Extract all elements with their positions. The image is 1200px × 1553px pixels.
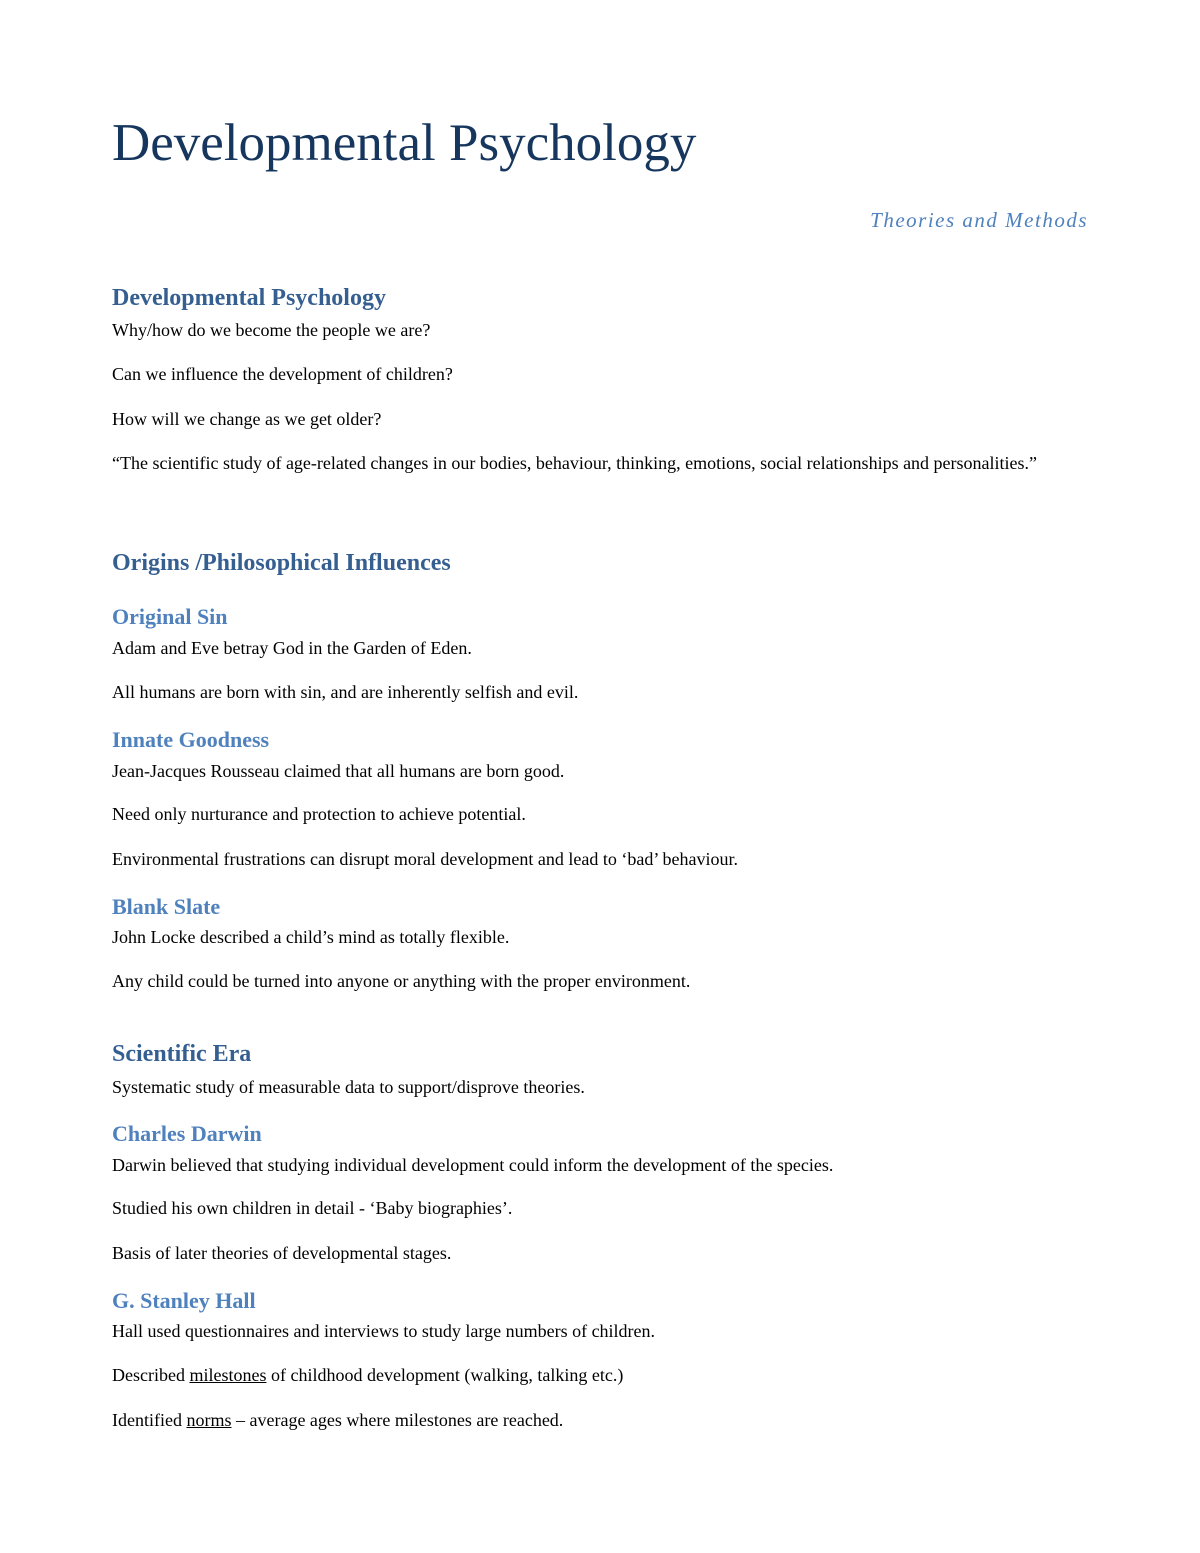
document-subtitle: Theories and Methods xyxy=(870,208,1088,232)
paragraph: Why/how do we become the people we are? xyxy=(112,320,431,340)
text-run: – average ages where milestones are reached. xyxy=(231,1410,564,1430)
heading-blank-slate: Blank Slate xyxy=(112,894,221,919)
underlined-term-norms: norms xyxy=(186,1410,232,1430)
paragraph: All humans are born with sin, and are inherently selfish and evil. xyxy=(112,682,579,702)
heading-scientific-era: Scientific Era xyxy=(112,1041,252,1067)
paragraph: Basis of later theories of developmental stages. xyxy=(112,1243,452,1263)
heading-g-stanley-hall: G. Stanley Hall xyxy=(112,1288,256,1313)
paragraph: John Locke described a child’s mind as totally flexible. xyxy=(112,927,510,947)
document-title: Developmental Psychology xyxy=(112,114,697,172)
paragraph: Hall used questionnaires and interviews to study large numbers of children. xyxy=(112,1321,656,1341)
paragraph: Adam and Eve betray God in the Garden of Eden. xyxy=(112,638,472,658)
paragraph: Need only nurturance and protection to achieve potential. xyxy=(112,804,526,824)
text-run: Identified xyxy=(112,1410,187,1430)
paragraph xyxy=(112,1408,1088,1433)
heading-origins: Origins /Philosophical Influences xyxy=(112,550,451,576)
text-run: Described xyxy=(112,1365,190,1385)
paragraph: Environmental frustrations can disrupt moral development and lead to ‘bad’ behaviour. xyxy=(112,849,738,869)
paragraph: Jean-Jacques Rousseau claimed that all humans are born good. xyxy=(112,761,565,781)
heading-charles-darwin: Charles Darwin xyxy=(112,1121,262,1146)
paragraph xyxy=(112,1363,1088,1388)
definition-quote: “The scientific study of age-related changes in our bodies, behaviour, thinking, emotions, social relationships and personalities.” xyxy=(112,453,1038,473)
paragraph: Darwin believed that studying individual development could inform the development of the species. xyxy=(112,1155,834,1175)
paragraph: Can we influence the development of children? xyxy=(112,364,453,384)
paragraph: Any child could be turned into anyone or anything with the proper environment. xyxy=(112,971,691,991)
paragraph: How will we change as we get older? xyxy=(112,409,382,429)
heading-developmental-psychology: Developmental Psychology xyxy=(112,285,386,311)
paragraph: Studied his own children in detail - ‘Baby biographies’. xyxy=(112,1198,513,1218)
text-run: of childhood development (walking, talking etc.) xyxy=(266,1365,624,1385)
heading-original-sin: Original Sin xyxy=(112,604,228,629)
underlined-term-milestones: milestones xyxy=(189,1365,267,1385)
paragraph: Systematic study of measurable data to support/disprove theories. xyxy=(112,1077,585,1097)
heading-innate-goodness: Innate Goodness xyxy=(112,727,270,752)
